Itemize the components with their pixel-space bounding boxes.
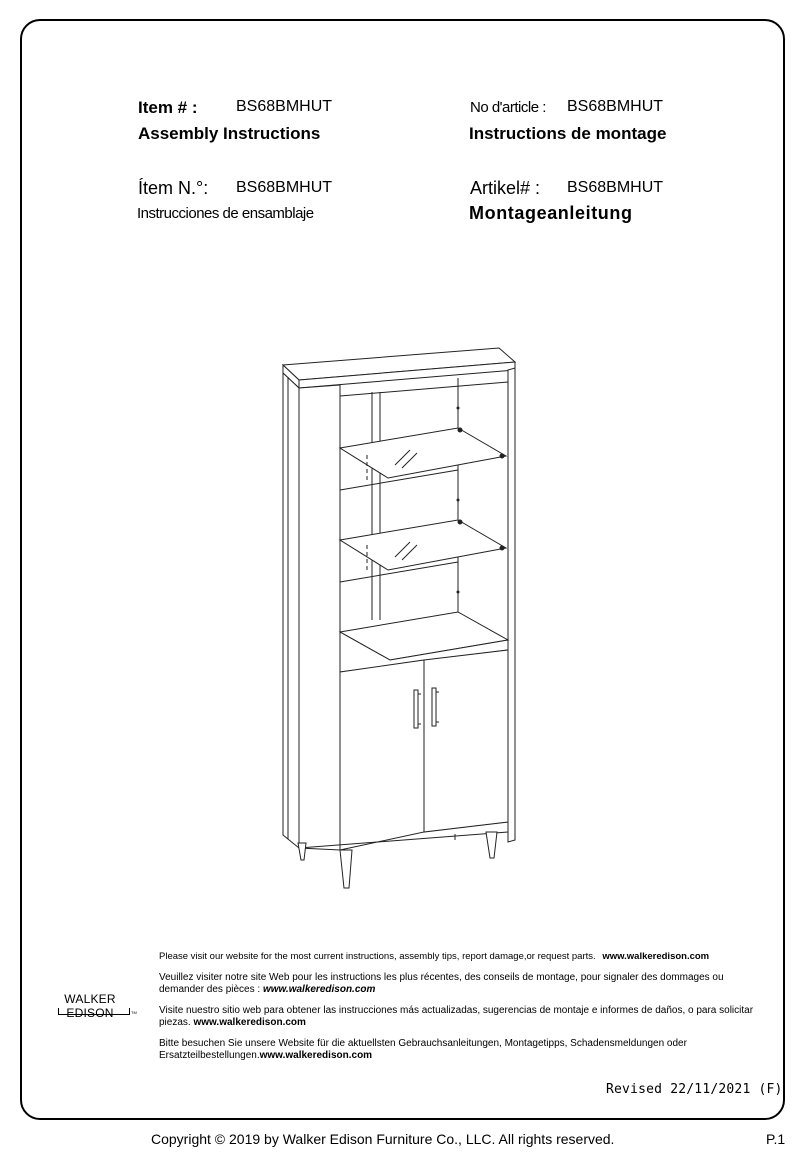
note-fr	[159, 972, 767, 996]
note-de-link[interactable]: www.walkeredison.com	[259, 1050, 373, 1061]
walker-edison-logo	[40, 990, 140, 1018]
trademark-mark: TM	[131, 1010, 137, 1015]
item-label-fr: No d'article :	[470, 99, 546, 116]
item-code-es: BS68BMHUT	[236, 179, 333, 196]
note-fr-link[interactable]: www.walkeredison.com	[262, 984, 376, 995]
bookcase-illustration-icon	[270, 338, 520, 898]
note-de	[159, 1038, 767, 1062]
revision-date: Revised 22/11/2021 (F)	[606, 1082, 783, 1097]
item-label-en: Item # :	[138, 98, 198, 117]
item-label-de: Artikel# :	[470, 178, 541, 198]
item-code-de: BS68BMHUT	[567, 179, 664, 196]
title-fr: Instructions de montage	[469, 124, 667, 143]
item-code-fr: BS68BMHUT	[567, 98, 664, 115]
copyright-notice: Copyright © 2019 by Walker Edison Furniture Co., LLC. All rights reserved.	[151, 1131, 615, 1147]
title-en: Assembly Instructions	[138, 124, 321, 143]
note-en-text: Please visit our website for the most current instructions, assembly tips, report damage,or request parts.	[159, 951, 596, 962]
note-es-text: Visite nuestro sitio web para obtener las instrucciones más actualizadas, sugerencias de montaje e informes de daños, o para solicitar piezas.	[159, 1005, 754, 1028]
note-en	[159, 951, 767, 963]
item-label-es: Ítem N.°:	[138, 178, 209, 198]
title-es: Instrucciones de ensamblaje	[137, 205, 314, 222]
note-fr-text: Veuillez visiter notre site Web pour les instructions les plus récentes, des conseils de montage, pour signaler des dommages ou demander des pièces :	[159, 972, 724, 995]
note-de-text: Bitte besuchen Sie unsere Website für die aktuellsten Gebrauchsanleitungen, Montagetipps, Schadensmeldungen oder Ersatzteilbestellungen.	[159, 1038, 687, 1061]
logo-underline	[58, 1008, 130, 1015]
page-number: P.1	[766, 1131, 786, 1147]
note-en-link[interactable]: www.walkeredison.com	[602, 951, 710, 962]
title-de: Montageanleitung	[469, 203, 633, 223]
note-es-link[interactable]: www.walkeredison.com	[193, 1017, 306, 1028]
note-es	[159, 1005, 767, 1029]
brand-name: WALKER EDISON	[64, 992, 116, 1020]
item-code-en: BS68BMHUT	[236, 98, 333, 115]
